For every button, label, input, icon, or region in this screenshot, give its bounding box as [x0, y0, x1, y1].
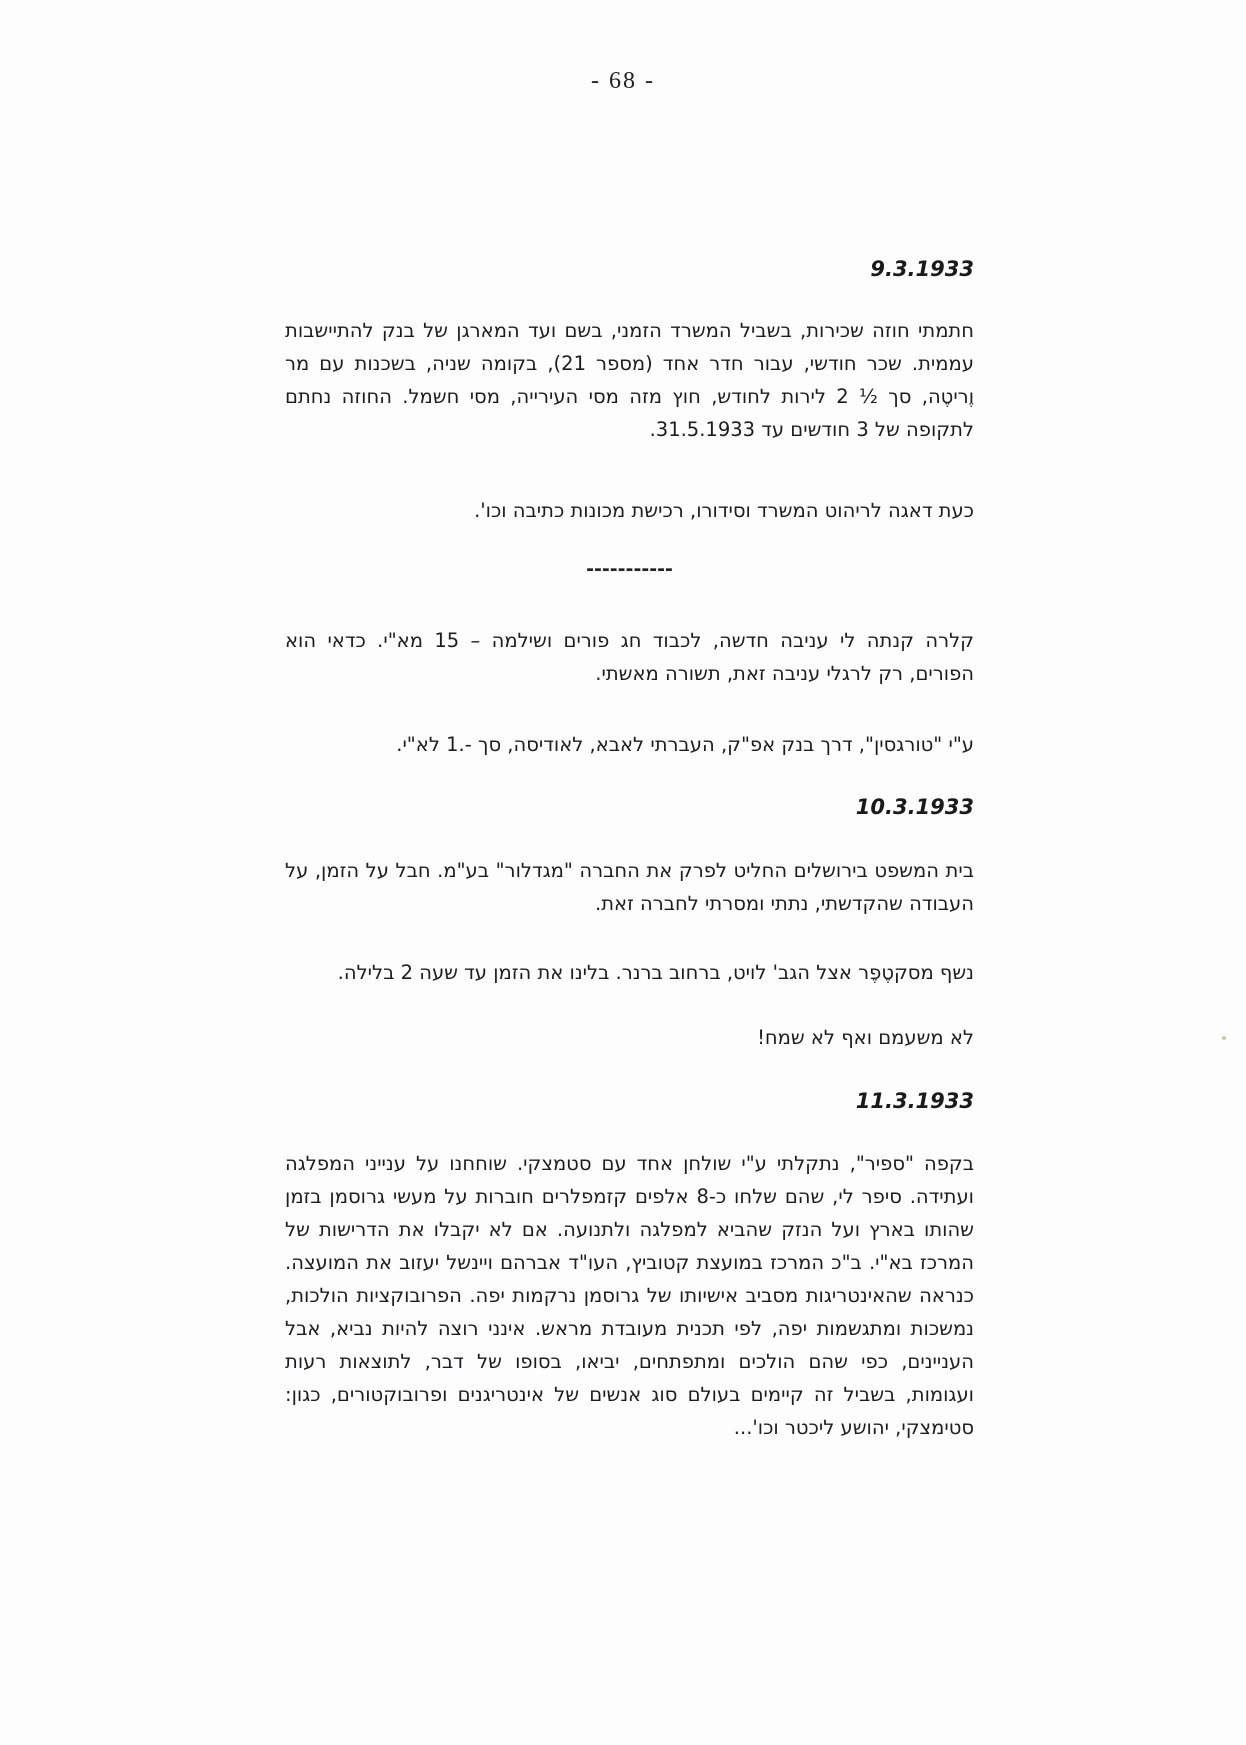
page-number: - 68 - [591, 68, 655, 94]
entry-paragraph: חתמתי חוזה שכירות, בשביל המשרד הזמני, בשם ועד המארגן של בנק להתיישבות עממית. שכר חודשי, עבור חדר אחד (מספר 21), בקומה שניה, בשכנות עם מר וֶריטֶה, סך ½ 2 לירות לחודש, חוץ מזה מסי העירייה, מסי חשמל. החוזה נחתם לתקופה של 3 חודשים עד 31.5.1933. [285, 319, 975, 441]
entry-date: 10.3.1933 [855, 795, 974, 819]
entry-paragraph: בקפה "ספיר", נתקלתי ע"י שולחן אחד עם סטמצקי. שוחחנו על ענייני המפלגה ועתידה. סיפר לי, שהם שלחו כ-8 אלפים קזמפלרים חוברות על מעשי גרוסמן בזמן שהותו בארץ ועל הנזק שהביא למפלגה ולתנועה. אם לא יקבלו את הדרישות של המרכז בא"י. ב"כ המרכז במועצת קטוביץ, העו"ד אברהם ויינשל יעזוב את המועצה. כנראה שהאינטריגות מסביב אישיותו של גרוסמן נרקמות יפה. הפרובוקציות הולכות, נמשכות ומתגשמות יפה, לפי תכנית מעובדת מראש. אינני רוצה להיות נביא, אבל העניינים, כפי שהם הולכים ומתפתחים, יביאו, בסופו של דבר, לתוצאות רעות ועגומות, בשביל זה קיימים בעולם סוג אנשים של אינטריגנים ופרובוקטורים, כגון: סטימצקי, יהושע ליכטר וכו'... [285, 1152, 974, 1439]
entry-date: 9.3.1933 [870, 257, 974, 281]
entry-paragraph: בית המשפט בירושלים החליט לפרק את החברה "מגדלור" בע"מ. חבל על הזמן, על העבודה שהקדשתי, נתתי ומסרתי לחברה זאת. [285, 859, 974, 915]
entry-paragraph: ע"י "טורגסין", דרך בנק אפ"ק, העברתי לאבא, לאודיסה, סך -.1 לא"י. [396, 733, 974, 756]
section-separator: ----------- [586, 558, 673, 580]
paper-speck [1222, 1036, 1226, 1040]
entry-date: 11.3.1933 [855, 1089, 974, 1113]
entry-paragraph: כעת דאגה לריהוט המשרד וסידורו, רכישת מכונות כתיבה וכו'. [474, 499, 974, 522]
entry-paragraph: לא משעמם ואף לא שמח! [757, 1026, 974, 1049]
entry-paragraph: נשף מסקטֶפֶר אצל הגב' לויט, ברחוב ברנר. בלינו את הזמן עד שעה 2 בלילה. [337, 961, 974, 984]
entry-paragraph: קלרה קנתה לי עניבה חדשה, לכבוד חג פורים ושילמה – 15 מא"י. כדאי הוא הפורים, רק לרגלי עניבה זאת, תשורה מאשתי. [285, 629, 975, 685]
